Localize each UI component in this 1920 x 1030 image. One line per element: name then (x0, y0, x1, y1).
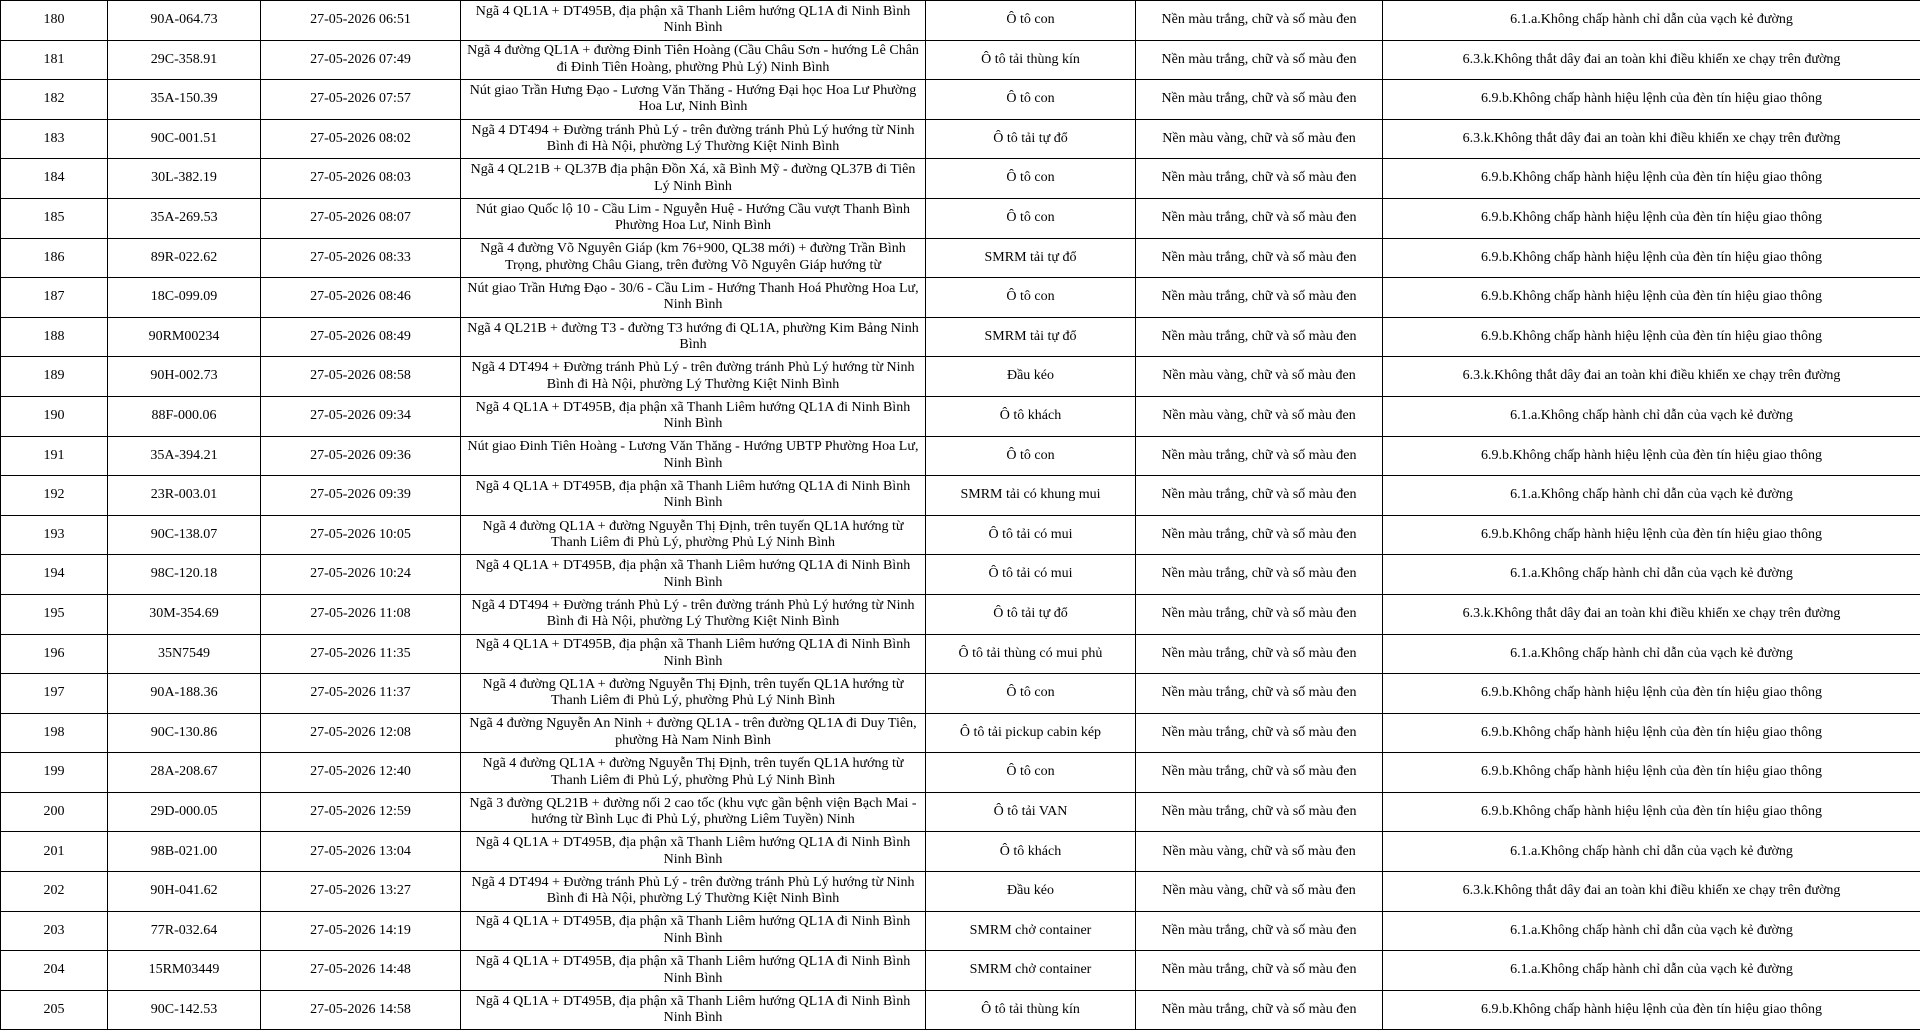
location-text: Ngã 4 đường QL1A + đường Nguyễn Thị Định, trên tuyến QL1A hướng từ Thanh Liêm đi Phủ Lý, phường Phủ Lý Ninh Bình (464, 677, 922, 710)
location-cell (461, 634, 926, 674)
table-row (1, 911, 1920, 951)
location-cell (461, 792, 926, 832)
row-number-cell: 203 (1, 911, 108, 951)
location-text: Ngã 4 QL1A + DT495B, địa phận xã Thanh Liêm hướng QL1A đi Ninh Bình Ninh Bình (464, 914, 922, 947)
license-plate-cell: 77R-032.64 (108, 911, 261, 951)
location-cell (461, 911, 926, 951)
plate-color-cell: Nền màu trắng, chữ và số màu đen (1136, 278, 1383, 318)
timestamp-cell: 27-05-2026 07:49 (261, 40, 461, 80)
license-plate-cell: 98B-021.00 (108, 832, 261, 872)
timestamp-cell: 27-05-2026 10:24 (261, 555, 461, 595)
violation-cell: 6.1.a.Không chấp hành chỉ dẫn của vạch kẻ đường (1383, 1, 1920, 41)
location-text: Ngã 4 QL21B + QL37B địa phận Đồn Xá, xã Bình Mỹ - đường QL37B đi Tiên Lý Ninh Bình (464, 162, 922, 195)
license-plate-cell: 90C-138.07 (108, 515, 261, 555)
row-number-cell: 190 (1, 396, 108, 436)
plate-color-cell: Nền màu trắng, chữ và số màu đen (1136, 911, 1383, 951)
license-plate-cell: 18C-099.09 (108, 278, 261, 318)
license-plate-cell: 90RM00234 (108, 317, 261, 357)
location-cell (461, 951, 926, 991)
timestamp-cell: 27-05-2026 12:40 (261, 753, 461, 793)
timestamp-cell: 27-05-2026 08:07 (261, 198, 461, 238)
row-number-cell: 186 (1, 238, 108, 278)
plate-color-cell: Nền màu trắng, chữ và số màu đen (1136, 713, 1383, 753)
location-cell (461, 80, 926, 120)
row-number-cell: 192 (1, 476, 108, 516)
row-number-cell: 197 (1, 674, 108, 714)
table-row (1, 555, 1920, 595)
table-row (1, 594, 1920, 634)
timestamp-cell: 27-05-2026 12:59 (261, 792, 461, 832)
vehicle-type-cell: Ô tô con (926, 753, 1136, 793)
vehicle-type-cell: Ô tô khách (926, 396, 1136, 436)
table-row (1, 159, 1920, 199)
license-plate-cell: 90H-041.62 (108, 872, 261, 912)
plate-color-cell: Nền màu trắng, chữ và số màu đen (1136, 555, 1383, 595)
timestamp-cell: 27-05-2026 11:35 (261, 634, 461, 674)
location-text: Nút giao Trần Hưng Đạo - Lương Văn Thăng - Hướng Đại học Hoa Lư Phường Hoa Lư, Ninh Bình (464, 83, 922, 116)
table-row (1, 238, 1920, 278)
vehicle-type-cell: Đầu kéo (926, 872, 1136, 912)
table-row (1, 357, 1920, 397)
table-row (1, 832, 1920, 872)
violation-cell: 6.3.k.Không thắt dây đai an toàn khi điều khiển xe chạy trên đường (1383, 119, 1920, 159)
location-text: Ngã 4 QL1A + DT495B, địa phận xã Thanh Liêm hướng QL1A đi Ninh Bình Ninh Bình (464, 479, 922, 512)
license-plate-cell: 29C-358.91 (108, 40, 261, 80)
vehicle-type-cell: Ô tô con (926, 159, 1136, 199)
timestamp-cell: 27-05-2026 14:19 (261, 911, 461, 951)
location-cell (461, 753, 926, 793)
row-number-cell: 201 (1, 832, 108, 872)
license-plate-cell: 15RM03449 (108, 951, 261, 991)
violation-cell: 6.3.k.Không thắt dây đai an toàn khi điều khiển xe chạy trên đường (1383, 594, 1920, 634)
table-row (1, 396, 1920, 436)
table-row (1, 436, 1920, 476)
location-text: Nút giao Quốc lộ 10 - Cầu Lim - Nguyễn Huệ - Hướng Cầu vượt Thanh Bình Phường Hoa Lư, Ninh Bình (464, 202, 922, 235)
violation-cell: 6.9.b.Không chấp hành hiệu lệnh của đèn tín hiệu giao thông (1383, 198, 1920, 238)
violation-cell: 6.1.a.Không chấp hành chỉ dẫn của vạch kẻ đường (1383, 396, 1920, 436)
violation-cell: 6.9.b.Không chấp hành hiệu lệnh của đèn tín hiệu giao thông (1383, 990, 1920, 1030)
timestamp-cell: 27-05-2026 14:58 (261, 990, 461, 1030)
vehicle-type-cell: Đầu kéo (926, 357, 1136, 397)
license-plate-cell: 98C-120.18 (108, 555, 261, 595)
plate-color-cell: Nền màu trắng, chữ và số màu đen (1136, 515, 1383, 555)
timestamp-cell: 27-05-2026 08:49 (261, 317, 461, 357)
table-row (1, 792, 1920, 832)
timestamp-cell: 27-05-2026 08:58 (261, 357, 461, 397)
vehicle-type-cell: Ô tô con (926, 198, 1136, 238)
vehicle-type-cell: Ô tô con (926, 278, 1136, 318)
plate-color-cell: Nền màu trắng, chữ và số màu đen (1136, 792, 1383, 832)
location-cell (461, 594, 926, 634)
location-text: Ngã 3 đường QL21B + đường nối 2 cao tốc (khu vực gần bệnh viện Bạch Mai - hướng từ Bình Lục đi Phủ Lý, phường Liêm Tuyền) Ninh (464, 796, 922, 829)
violation-cell: 6.1.a.Không chấp hành chỉ dẫn của vạch kẻ đường (1383, 555, 1920, 595)
plate-color-cell: Nền màu vàng, chữ và số màu đen (1136, 832, 1383, 872)
location-cell (461, 357, 926, 397)
vehicle-type-cell: SMRM chở container (926, 951, 1136, 991)
plate-color-cell: Nền màu trắng, chữ và số màu đen (1136, 80, 1383, 120)
violation-cell: 6.9.b.Không chấp hành hiệu lệnh của đèn tín hiệu giao thông (1383, 159, 1920, 199)
violation-cell: 6.1.a.Không chấp hành chỉ dẫn của vạch kẻ đường (1383, 634, 1920, 674)
timestamp-cell: 27-05-2026 12:08 (261, 713, 461, 753)
location-text: Ngã 4 QL1A + DT495B, địa phận xã Thanh Liêm hướng QL1A đi Ninh Bình Ninh Bình (464, 4, 922, 37)
table-row (1, 634, 1920, 674)
timestamp-cell: 27-05-2026 11:08 (261, 594, 461, 634)
timestamp-cell: 27-05-2026 09:34 (261, 396, 461, 436)
plate-color-cell: Nền màu vàng, chữ và số màu đen (1136, 357, 1383, 397)
location-cell (461, 555, 926, 595)
violation-cell: 6.1.a.Không chấp hành chỉ dẫn của vạch kẻ đường (1383, 911, 1920, 951)
violation-cell: 6.9.b.Không chấp hành hiệu lệnh của đèn tín hiệu giao thông (1383, 674, 1920, 714)
license-plate-cell: 89R-022.62 (108, 238, 261, 278)
timestamp-cell: 27-05-2026 13:27 (261, 872, 461, 912)
location-cell (461, 436, 926, 476)
violation-cell: 6.9.b.Không chấp hành hiệu lệnh của đèn tín hiệu giao thông (1383, 278, 1920, 318)
timestamp-cell: 27-05-2026 08:02 (261, 119, 461, 159)
license-plate-cell: 28A-208.67 (108, 753, 261, 793)
violation-cell: 6.9.b.Không chấp hành hiệu lệnh của đèn tín hiệu giao thông (1383, 436, 1920, 476)
row-number-cell: 191 (1, 436, 108, 476)
plate-color-cell: Nền màu trắng, chữ và số màu đen (1136, 238, 1383, 278)
vehicle-type-cell: Ô tô tải VAN (926, 792, 1136, 832)
row-number-cell: 204 (1, 951, 108, 991)
vehicle-type-cell: Ô tô con (926, 436, 1136, 476)
license-plate-cell: 90C-130.86 (108, 713, 261, 753)
row-number-cell: 184 (1, 159, 108, 199)
license-plate-cell: 90A-188.36 (108, 674, 261, 714)
violation-cell: 6.1.a.Không chấp hành chỉ dẫn của vạch kẻ đường (1383, 476, 1920, 516)
location-cell (461, 674, 926, 714)
location-cell (461, 832, 926, 872)
location-text: Ngã 4 DT494 + Đường tránh Phủ Lý - trên đường tránh Phủ Lý hướng từ Ninh Bình đi Hà Nội, phường Lý Thường Kiệt Ninh Bình (464, 123, 922, 156)
violation-cell: 6.9.b.Không chấp hành hiệu lệnh của đèn tín hiệu giao thông (1383, 80, 1920, 120)
timestamp-cell: 27-05-2026 08:46 (261, 278, 461, 318)
timestamp-cell: 27-05-2026 09:39 (261, 476, 461, 516)
location-cell (461, 198, 926, 238)
vehicle-type-cell: Ô tô tải thùng kín (926, 40, 1136, 80)
location-text: Ngã 4 QL1A + DT495B, địa phận xã Thanh Liêm hướng QL1A đi Ninh Bình Ninh Bình (464, 637, 922, 670)
license-plate-cell: 35A-269.53 (108, 198, 261, 238)
vehicle-type-cell: SMRM tải tự đổ (926, 317, 1136, 357)
timestamp-cell: 27-05-2026 09:36 (261, 436, 461, 476)
location-text: Ngã 4 DT494 + Đường tránh Phủ Lý - trên đường tránh Phủ Lý hướng từ Ninh Bình đi Hà Nội, phường Lý Thường Kiệt Ninh Bình (464, 875, 922, 908)
timestamp-cell: 27-05-2026 06:51 (261, 1, 461, 41)
row-number-cell: 188 (1, 317, 108, 357)
location-text: Ngã 4 QL1A + DT495B, địa phận xã Thanh Liêm hướng QL1A đi Ninh Bình Ninh Bình (464, 954, 922, 987)
table-row (1, 317, 1920, 357)
violation-cell: 6.9.b.Không chấp hành hiệu lệnh của đèn tín hiệu giao thông (1383, 317, 1920, 357)
violation-cell: 6.1.a.Không chấp hành chỉ dẫn của vạch kẻ đường (1383, 951, 1920, 991)
row-number-cell: 187 (1, 278, 108, 318)
row-number-cell: 193 (1, 515, 108, 555)
plate-color-cell: Nền màu vàng, chữ và số màu đen (1136, 396, 1383, 436)
table-row (1, 872, 1920, 912)
license-plate-cell: 29D-000.05 (108, 792, 261, 832)
location-text: Ngã 4 QL1A + DT495B, địa phận xã Thanh Liêm hướng QL1A đi Ninh Bình Ninh Bình (464, 558, 922, 591)
timestamp-cell: 27-05-2026 08:33 (261, 238, 461, 278)
license-plate-cell: 23R-003.01 (108, 476, 261, 516)
location-cell (461, 515, 926, 555)
location-text: Ngã 4 QL21B + đường T3 - đường T3 hướng đi QL1A, phường Kim Bảng Ninh Bình (464, 321, 922, 354)
violation-cell: 6.9.b.Không chấp hành hiệu lệnh của đèn tín hiệu giao thông (1383, 713, 1920, 753)
location-cell (461, 119, 926, 159)
location-text: Nút giao Trần Hưng Đạo - 30/6 - Cầu Lim - Hướng Thanh Hoá Phường Hoa Lư, Ninh Bình (464, 281, 922, 314)
location-cell (461, 238, 926, 278)
timestamp-cell: 27-05-2026 13:04 (261, 832, 461, 872)
location-text: Ngã 4 DT494 + Đường tránh Phủ Lý - trên đường tránh Phủ Lý hướng từ Ninh Bình đi Hà Nội, phường Lý Thường Kiệt Ninh Bình (464, 360, 922, 393)
vehicle-type-cell: Ô tô con (926, 1, 1136, 41)
table-row (1, 198, 1920, 238)
row-number-cell: 199 (1, 753, 108, 793)
row-number-cell: 181 (1, 40, 108, 80)
location-text: Ngã 4 đường Võ Nguyên Giáp (km 76+900, QL38 mới) + đường Trần Bình Trọng, phường Châu Giang, trên đường Võ Nguyên Giáp hướng từ (464, 241, 922, 274)
row-number-cell: 183 (1, 119, 108, 159)
plate-color-cell: Nền màu trắng, chữ và số màu đen (1136, 159, 1383, 199)
vehicle-type-cell: SMRM chở container (926, 911, 1136, 951)
license-plate-cell: 35A-394.21 (108, 436, 261, 476)
location-text: Ngã 4 đường Nguyễn An Ninh + đường QL1A - trên đường QL1A đi Duy Tiên, phường Hà Nam Ninh Bình (464, 716, 922, 749)
violation-cell: 6.3.k.Không thắt dây đai an toàn khi điều khiển xe chạy trên đường (1383, 40, 1920, 80)
timestamp-cell: 27-05-2026 11:37 (261, 674, 461, 714)
vehicle-type-cell: Ô tô tải tự đổ (926, 119, 1136, 159)
location-text: Ngã 4 đường QL1A + đường Đinh Tiên Hoàng (Cầu Châu Sơn - hướng Lê Chân đi Đinh Tiên Hoàng, phường Phủ Lý) Ninh Bình (464, 43, 922, 76)
plate-color-cell: Nền màu trắng, chữ và số màu đen (1136, 476, 1383, 516)
plate-color-cell: Nền màu vàng, chữ và số màu đen (1136, 119, 1383, 159)
license-plate-cell: 90H-002.73 (108, 357, 261, 397)
violation-cell: 6.9.b.Không chấp hành hiệu lệnh của đèn tín hiệu giao thông (1383, 753, 1920, 793)
violation-cell: 6.9.b.Không chấp hành hiệu lệnh của đèn tín hiệu giao thông (1383, 792, 1920, 832)
vehicle-type-cell: Ô tô tải có mui (926, 515, 1136, 555)
vehicle-type-cell: Ô tô tải tự đổ (926, 594, 1136, 634)
location-text: Ngã 4 QL1A + DT495B, địa phận xã Thanh Liêm hướng QL1A đi Ninh Bình Ninh Bình (464, 400, 922, 433)
row-number-cell: 195 (1, 594, 108, 634)
license-plate-cell: 90C-001.51 (108, 119, 261, 159)
plate-color-cell: Nền màu vàng, chữ và số màu đen (1136, 872, 1383, 912)
table-row (1, 990, 1920, 1030)
table-row (1, 40, 1920, 80)
table-row (1, 515, 1920, 555)
violations-table-body (1, 1, 1920, 1030)
plate-color-cell: Nền màu trắng, chữ và số màu đen (1136, 198, 1383, 238)
license-plate-cell: 90C-142.53 (108, 990, 261, 1030)
plate-color-cell: Nền màu trắng, chữ và số màu đen (1136, 951, 1383, 991)
row-number-cell: 202 (1, 872, 108, 912)
location-cell (461, 713, 926, 753)
location-cell (461, 317, 926, 357)
table-row (1, 476, 1920, 516)
timestamp-cell: 27-05-2026 08:03 (261, 159, 461, 199)
vehicle-type-cell: Ô tô tải pickup cabin kép (926, 713, 1136, 753)
vehicle-type-cell: SMRM tải có khung mui (926, 476, 1136, 516)
row-number-cell: 180 (1, 1, 108, 41)
vehicle-type-cell: SMRM tải tự đổ (926, 238, 1136, 278)
table-row (1, 278, 1920, 318)
table-row (1, 1, 1920, 41)
timestamp-cell: 27-05-2026 14:48 (261, 951, 461, 991)
vehicle-type-cell: Ô tô con (926, 674, 1136, 714)
plate-color-cell: Nền màu trắng, chữ và số màu đen (1136, 1, 1383, 41)
location-cell (461, 990, 926, 1030)
row-number-cell: 200 (1, 792, 108, 832)
table-row (1, 674, 1920, 714)
plate-color-cell: Nền màu trắng, chữ và số màu đen (1136, 317, 1383, 357)
vehicle-type-cell: Ô tô tải có mui (926, 555, 1136, 595)
location-text: Ngã 4 DT494 + Đường tránh Phủ Lý - trên đường tránh Phủ Lý hướng từ Ninh Bình đi Hà Nội, phường Lý Thường Kiệt Ninh Bình (464, 598, 922, 631)
location-cell (461, 278, 926, 318)
plate-color-cell: Nền màu trắng, chữ và số màu đen (1136, 594, 1383, 634)
location-text: Ngã 4 QL1A + DT495B, địa phận xã Thanh Liêm hướng QL1A đi Ninh Bình Ninh Bình (464, 835, 922, 868)
location-cell (461, 1, 926, 41)
violation-cell: 6.9.b.Không chấp hành hiệu lệnh của đèn tín hiệu giao thông (1383, 238, 1920, 278)
location-cell (461, 476, 926, 516)
vehicle-type-cell: Ô tô con (926, 80, 1136, 120)
license-plate-cell: 88F-000.06 (108, 396, 261, 436)
row-number-cell: 196 (1, 634, 108, 674)
row-number-cell: 205 (1, 990, 108, 1030)
row-number-cell: 198 (1, 713, 108, 753)
table-row (1, 713, 1920, 753)
table-row (1, 753, 1920, 793)
plate-color-cell: Nền màu trắng, chữ và số màu đen (1136, 674, 1383, 714)
location-text: Nút giao Đinh Tiên Hoàng - Lương Văn Thăng - Hướng UBTP Phường Hoa Lư, Ninh Bình (464, 439, 922, 472)
timestamp-cell: 27-05-2026 10:05 (261, 515, 461, 555)
location-cell (461, 40, 926, 80)
plate-color-cell: Nền màu trắng, chữ và số màu đen (1136, 436, 1383, 476)
violation-cell: 6.9.b.Không chấp hành hiệu lệnh của đèn tín hiệu giao thông (1383, 515, 1920, 555)
location-cell (461, 872, 926, 912)
location-cell (461, 159, 926, 199)
violation-cell: 6.3.k.Không thắt dây đai an toàn khi điều khiển xe chạy trên đường (1383, 357, 1920, 397)
location-text: Ngã 4 đường QL1A + đường Nguyễn Thị Định, trên tuyến QL1A hướng từ Thanh Liêm đi Phủ Lý, phường Phủ Lý Ninh Bình (464, 519, 922, 552)
table-row (1, 80, 1920, 120)
license-plate-cell: 30M-354.69 (108, 594, 261, 634)
timestamp-cell: 27-05-2026 07:57 (261, 80, 461, 120)
license-plate-cell: 30L-382.19 (108, 159, 261, 199)
row-number-cell: 182 (1, 80, 108, 120)
plate-color-cell: Nền màu trắng, chữ và số màu đen (1136, 634, 1383, 674)
location-text: Ngã 4 QL1A + DT495B, địa phận xã Thanh Liêm hướng QL1A đi Ninh Bình Ninh Bình (464, 994, 922, 1027)
vehicle-type-cell: Ô tô tải thùng có mui phủ (926, 634, 1136, 674)
license-plate-cell: 90A-064.73 (108, 1, 261, 41)
row-number-cell: 194 (1, 555, 108, 595)
license-plate-cell: 35A-150.39 (108, 80, 261, 120)
vehicle-type-cell: Ô tô tải thùng kín (926, 990, 1136, 1030)
plate-color-cell: Nền màu trắng, chữ và số màu đen (1136, 753, 1383, 793)
table-row (1, 951, 1920, 991)
violation-cell: 6.1.a.Không chấp hành chỉ dẫn của vạch kẻ đường (1383, 832, 1920, 872)
license-plate-cell: 35N7549 (108, 634, 261, 674)
table-row (1, 119, 1920, 159)
row-number-cell: 189 (1, 357, 108, 397)
row-number-cell: 185 (1, 198, 108, 238)
violation-cell: 6.3.k.Không thắt dây đai an toàn khi điều khiển xe chạy trên đường (1383, 872, 1920, 912)
vehicle-type-cell: Ô tô khách (926, 832, 1136, 872)
location-text: Ngã 4 đường QL1A + đường Nguyễn Thị Định, trên tuyến QL1A hướng từ Thanh Liêm đi Phủ Lý, phường Phủ Lý Ninh Bình (464, 756, 922, 789)
plate-color-cell: Nền màu trắng, chữ và số màu đen (1136, 990, 1383, 1030)
plate-color-cell: Nền màu trắng, chữ và số màu đen (1136, 40, 1383, 80)
location-cell (461, 396, 926, 436)
